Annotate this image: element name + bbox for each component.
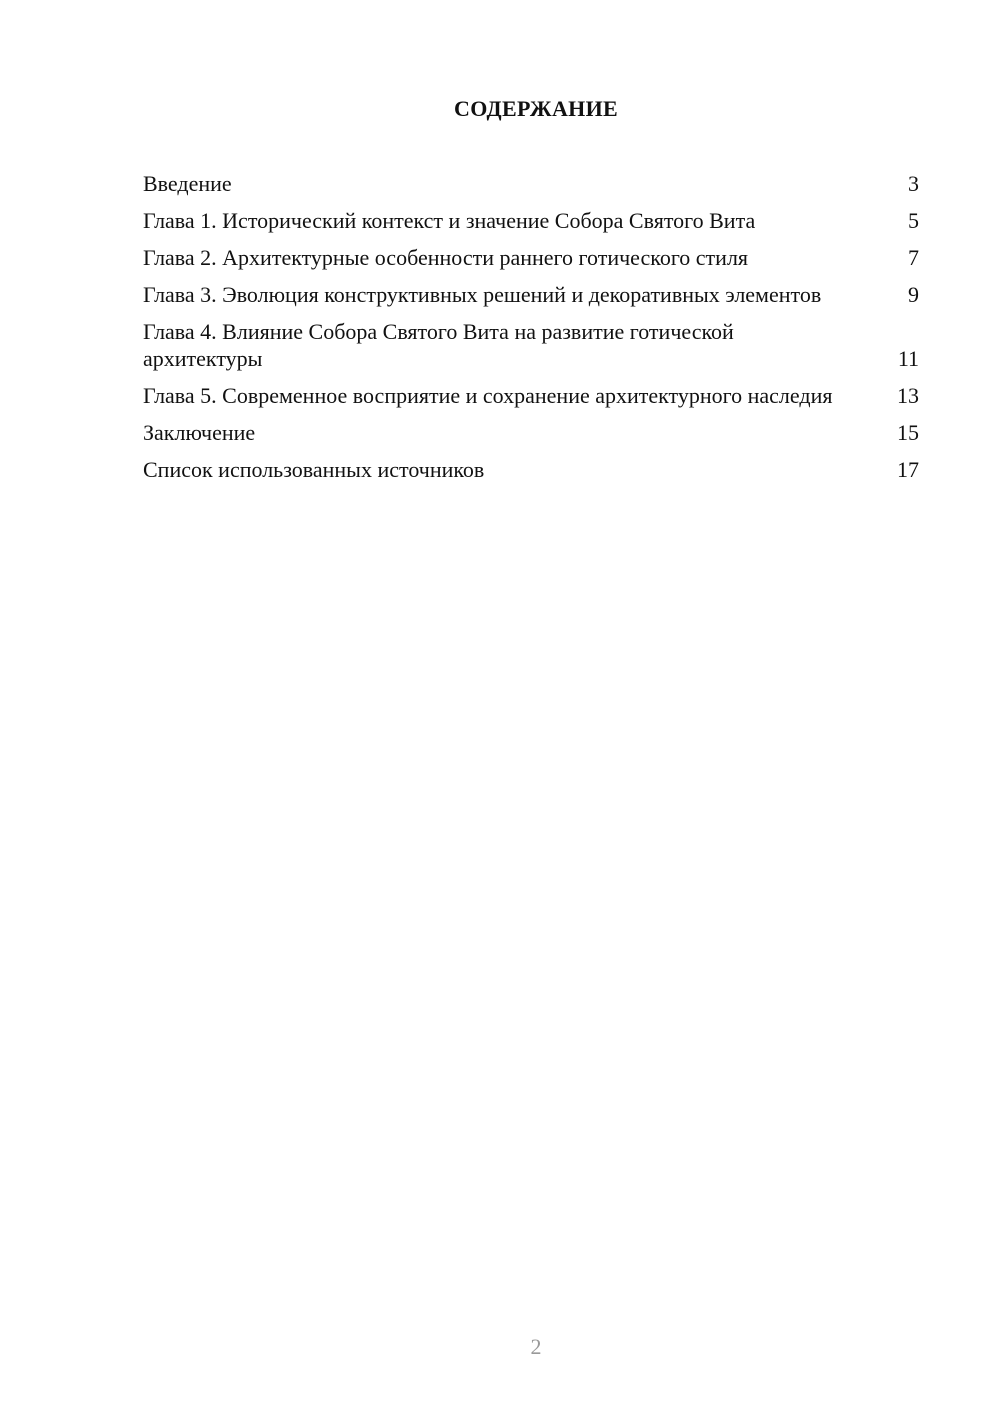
toc-entry-chapter-3 <box>143 281 919 308</box>
toc-entry-conclusion <box>143 419 919 446</box>
toc-entry-references <box>143 456 919 483</box>
toc-entry-label: Глава 1. Исторический контекст и значение Собора Святого Вита <box>143 208 756 233</box>
toc-entry-page-number: 13 <box>897 383 919 408</box>
toc-entry-label: Глава 3. Эволюция конструктивных решений и декоративных элементов <box>143 282 822 307</box>
toc-entry-page-number: 15 <box>897 420 919 445</box>
table-of-contents <box>143 170 919 493</box>
toc-entry-label: Заключение <box>143 420 256 445</box>
toc-title: СОДЕРЖАНИЕ <box>454 96 618 121</box>
toc-entry-label: Введение <box>143 171 232 196</box>
toc-entry-introduction <box>143 170 919 197</box>
toc-entry-page-number: 3 <box>908 171 919 196</box>
toc-entry-chapter-2 <box>143 244 919 271</box>
toc-entry-label: Глава 4. Влияние Собора Святого Вита на развитие готической архитектуры <box>143 319 734 371</box>
toc-entry-label: Глава 5. Современное восприятие и сохранение архитектурного наследия <box>143 383 833 408</box>
page-number: 2 <box>530 1334 542 1359</box>
toc-entry-chapter-1 <box>143 207 919 234</box>
toc-entry-page-number: 17 <box>897 457 919 482</box>
toc-entry-chapter-5 <box>143 382 919 409</box>
toc-entry-page-number: 11 <box>897 346 919 371</box>
toc-entry-page-number: 7 <box>908 245 919 270</box>
toc-entry-chapter-4 <box>143 318 919 372</box>
toc-entry-page-number: 9 <box>908 282 919 307</box>
toc-entry-label: Список использованных источников <box>143 457 485 482</box>
toc-entry-page-number: 5 <box>908 208 919 233</box>
toc-entry-label: Глава 2. Архитектурные особенности раннего готического стиля <box>143 245 749 270</box>
